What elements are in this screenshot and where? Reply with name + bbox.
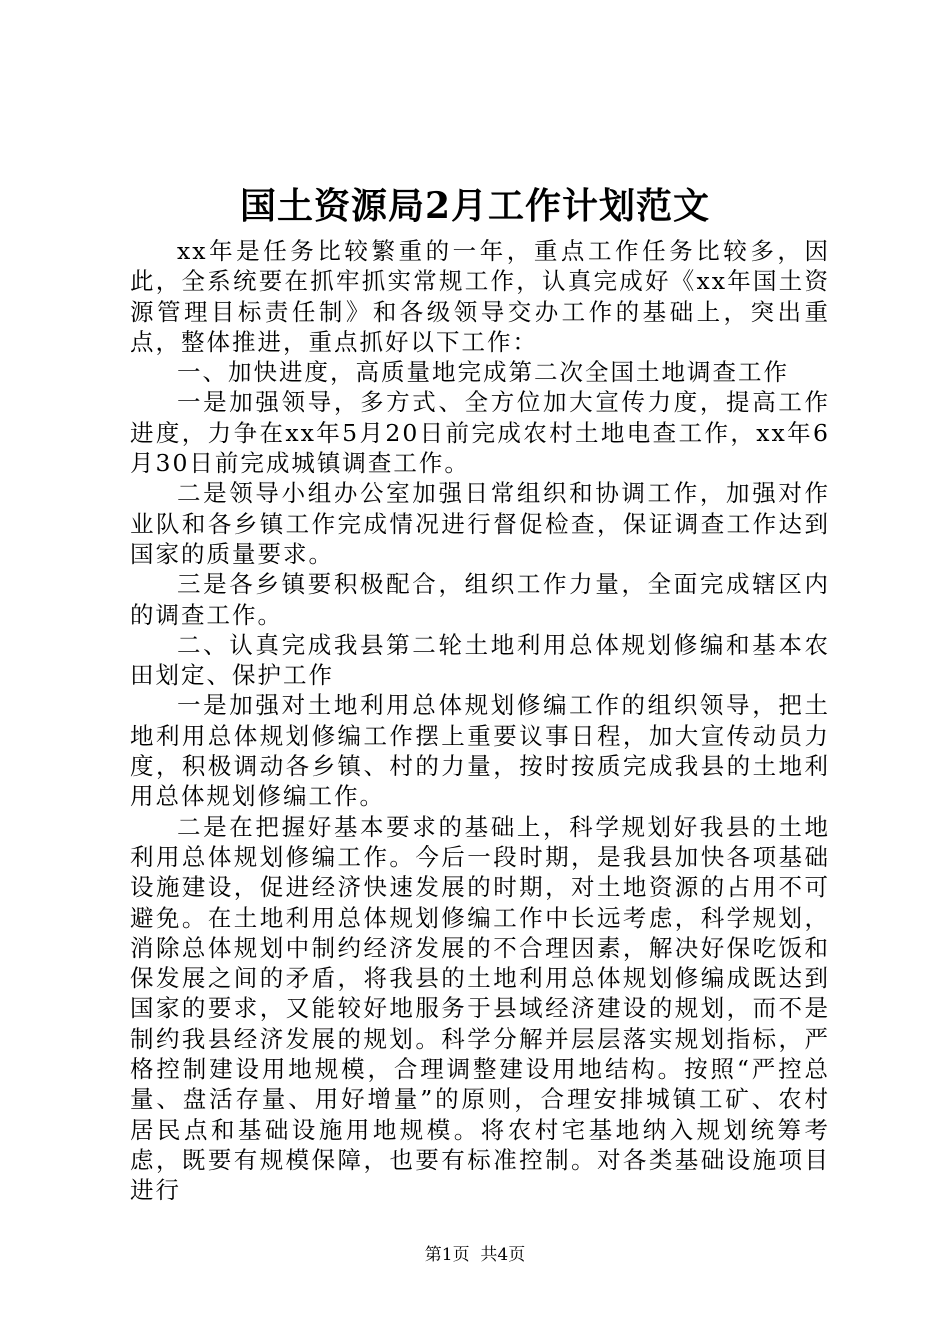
section-heading: 二、认真完成我县第二轮土地利用总体规划修编和基本农田划定、保护工作 (130, 630, 830, 690)
paragraph: 二是在把握好基本要求的基础上，科学规划好我县的土地利用总体规划修编工作。今后一段时期，是我县加快各项基础设施建设，促进经济快速发展的时期，对土地资源的占用不可避免。在土地利用总体规划修编工作中长远考虑，科学规划，消除总体规划中制约经济发展的不合理因素，解决好保吃饭和保发展之间的矛盾，将我县的土地利用总体规划修编成既达到国家的要求，又能较好地服务于县域经济建设的规划，而不是制约我县经济发展的规划。科学分解并层层落实规划指标，严格控制建设用地规模，合理调整建设用地结构。按照“严控总量、盘活存量、用好增量”的原则，合理安排城镇工矿、农村居民点和基础设施用地规模。将农村宅基地纳入规划统筹考虑，既要有规模保障，也要有标准控制。对各类基础设施项目进行 (130, 812, 830, 1205)
section-heading: 一、加快进度，高质量地完成第二次全国土地调查工作 (177, 358, 789, 387)
document-body (130, 236, 830, 1206)
document-title: 国土资源局2月工作计划范文 (239, 185, 711, 227)
paragraph: xx年是任务比较繁重的一年，重点工作任务比较多，因此，全系统要在抓牢抓实常规工作，认真完成好《xx年国土资源管理目标责任制》和各级领导交办工作的基础上，突出重点，整体推进，重点抓好以下工作： (130, 237, 830, 356)
paragraph: 一是加强对土地利用总体规划修编工作的组织领导，把土地利用总体规划修编工作摆上重要议事日程，加大宣传动员力度，积极调动各乡镇、村的力量，按时按质完成我县的土地利用总体规划修编工作。 (130, 691, 830, 811)
page-number: 第1页 (424, 1245, 470, 1265)
paragraph: 一是加强领导，多方式、全方位加大宣传力度，提高工作进度，力争在xx年5月20日前完成农村土地电查工作，xx年6月30日前完成城镇调查工作。 (130, 388, 830, 478)
page-footer (0, 1244, 950, 1266)
paragraph: 三是各乡镇要积极配合，组织工作力量，全面完成辖区内的调查工作。 (130, 570, 830, 629)
page-total: 共4页 (480, 1245, 526, 1265)
paragraph: 二是领导小组办公室加强日常组织和协调工作，加强对作业队和各乡镇工作完成情况进行督促检查，保证调查工作达到国家的质量要求。 (130, 479, 830, 568)
